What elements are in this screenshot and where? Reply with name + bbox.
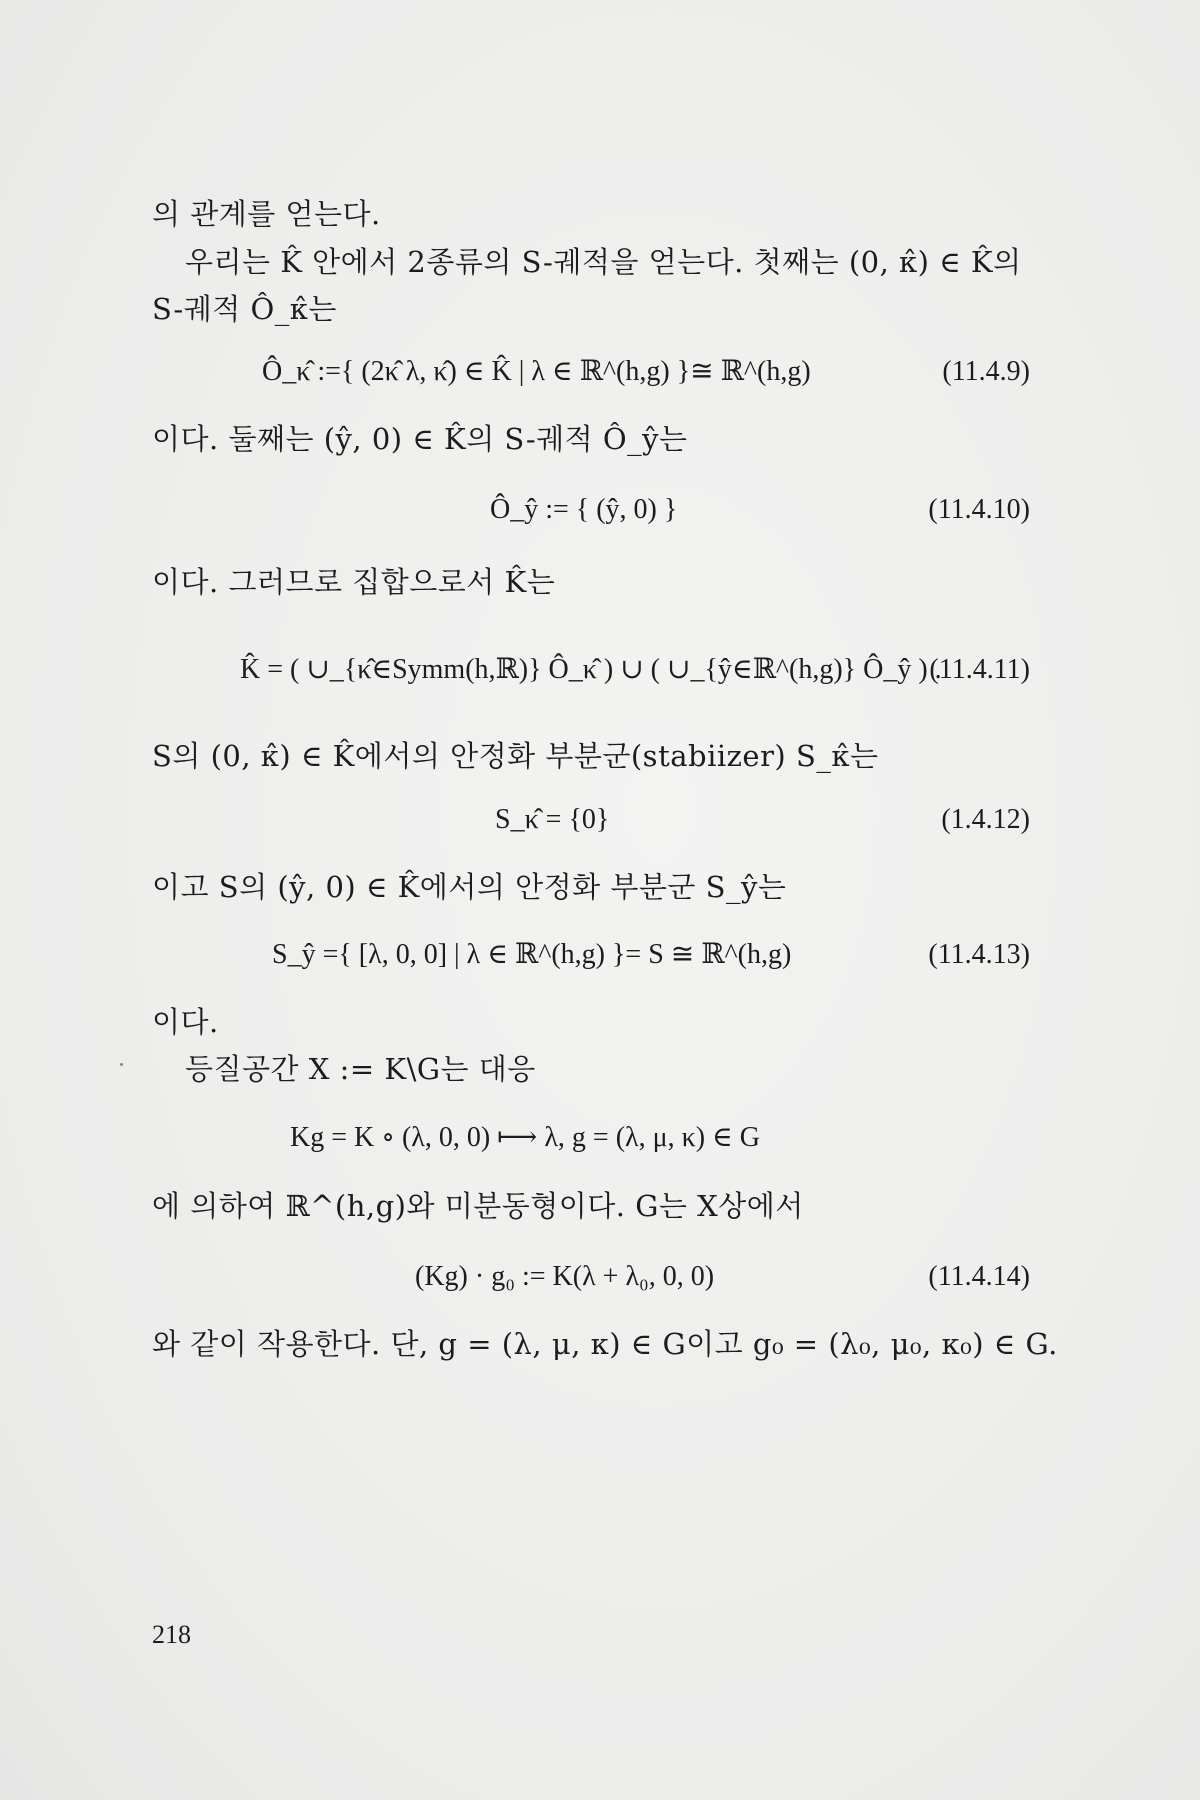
- text-line-5: 이다. 그러므로 집합으로서 K̂는: [152, 565, 556, 599]
- text-line-7: 이고 S의 (ŷ, 0) ∈ K̂에서의 안정화 부분군 S_ŷ는: [152, 870, 787, 904]
- text-line-10: 에 의하여 ℝ^(h,g)와 미분동형이다. G는 X상에서: [152, 1189, 804, 1223]
- text-line-4: 이다. 둘째는 (ŷ, 0) ∈ K̂의 S-궤적 Ô_ŷ는: [152, 422, 688, 456]
- equation-11-4-14: (Kg) · g₀ := K(λ + λ₀, 0, 0): [415, 1261, 715, 1292]
- equation-11-4-11: K̂ = ( ∪_{κ̂∈Symm(h,ℝ)} Ô_κ̂ ) ∪ ( ∪_{ŷ∈ℝ^(h,g)} Ô_ŷ ) .: [240, 654, 942, 685]
- text-line-9: 등질공간 X := K\G는 대응: [185, 1052, 536, 1086]
- equation-number-11-4-9: (11.4.9): [942, 356, 1030, 387]
- text-line-8: 이다.: [152, 1005, 219, 1039]
- equation-1-4-12: S_κ̂ = {0}: [495, 804, 610, 835]
- speck-mark: [120, 1063, 123, 1066]
- text-line-1: 의 관계를 얻는다.: [152, 197, 381, 231]
- text-line-3: S-궤적 Ô_κ̂는: [152, 292, 337, 326]
- text-line-2: 우리는 K̂ 안에서 2종류의 S-궤적을 얻는다. 첫째는 (0, κ̂) ∈ K̂의: [185, 245, 1022, 279]
- text-line-6: S의 (0, κ̂) ∈ K̂에서의 안정화 부분군(stabiizer) S_κ̂는: [152, 739, 879, 773]
- equation-number-11-4-14: (11.4.14): [928, 1261, 1030, 1292]
- equation-correspondence: Kg = K ∘ (λ, 0, 0) ⟼ λ, g = (λ, μ, κ) ∈ G: [290, 1122, 760, 1153]
- page-number: 218: [152, 1620, 191, 1649]
- equation-11-4-10: Ô_ŷ := { (ŷ, 0) }: [490, 494, 678, 525]
- equation-number-11-4-10: (11.4.10): [928, 494, 1030, 525]
- equation-number-11-4-13: (11.4.13): [928, 939, 1030, 970]
- text-line-11: 와 같이 작용한다. 단, g = (λ, μ, κ) ∈ G이고 g₀ = (λ₀, μ₀, κ₀) ∈ G.: [152, 1327, 1058, 1361]
- equation-11-4-13: S_ŷ ={ [λ, 0, 0] | λ ∈ ℝ^(h,g) }= S ≅ ℝ^(h,g): [272, 939, 792, 970]
- equation-11-4-9: Ô_κ̂ :={ (2κ̂ λ, κ̂) ∈ K̂ | λ ∈ ℝ^(h,g) }≅ ℝ^(h,g): [262, 356, 811, 387]
- equation-number-11-4-11: (11.4.11): [929, 654, 1030, 685]
- equation-number-1-4-12: (1.4.12): [941, 804, 1030, 835]
